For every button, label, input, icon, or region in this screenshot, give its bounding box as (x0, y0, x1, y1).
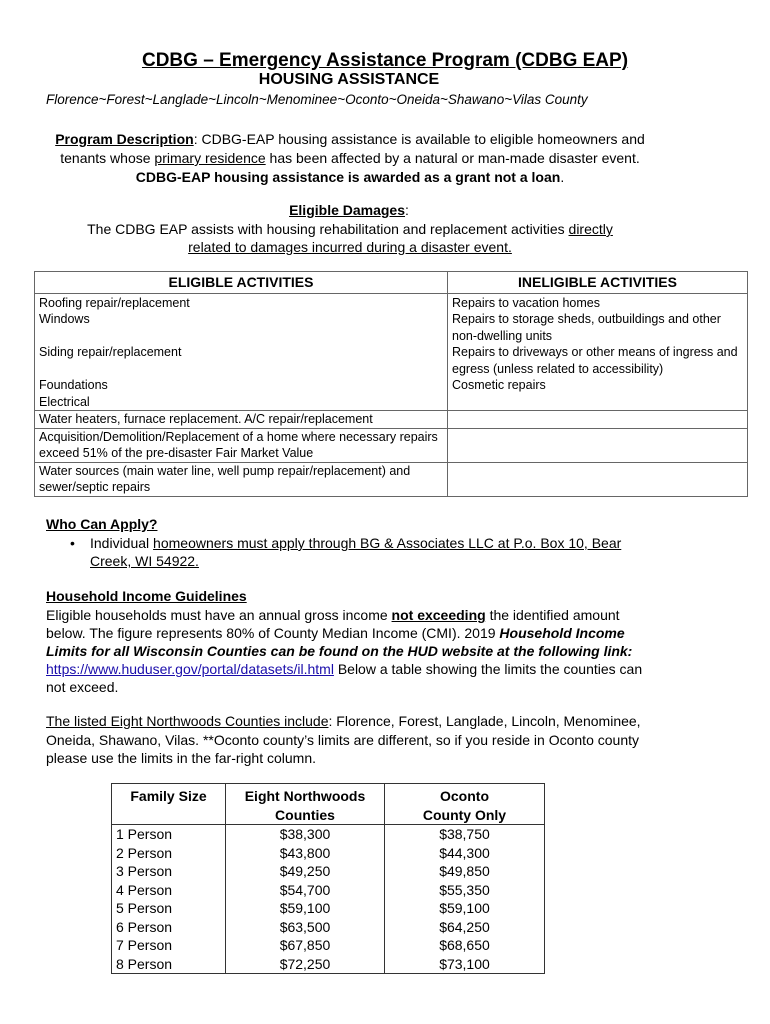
eligible-item: Water heaters, furnace replacement. A/C repair/replacement (35, 411, 448, 429)
family-size-cell: 5 Person (112, 899, 226, 918)
oconto-limit-cell: $73,100 (385, 955, 545, 974)
col-header-northwoods: Eight Northwoods Counties (226, 784, 385, 825)
family-size-cell: 2 Person (112, 844, 226, 863)
northwoods-limit-cell: $63,500 (226, 918, 385, 937)
northwoods-limit-cell: $38,300 (226, 825, 385, 844)
ineligible-item: Repairs to vacation homes (452, 295, 600, 310)
table-row (112, 881, 545, 900)
northwoods-limit-cell: $59,100 (226, 899, 385, 918)
oconto-limit-cell: $44,300 (385, 844, 545, 863)
oconto-limit-cell: $49,850 (385, 862, 545, 881)
activities-table (34, 271, 748, 497)
eligible-damages-heading: Eligible Damages: (289, 202, 409, 218)
oconto-limit-cell: $59,100 (385, 899, 545, 918)
eligible-item: Windows (39, 312, 90, 326)
eligible-item: Water sources (main water line, well pump repair/replacement) and sewer/septic repairs (35, 462, 448, 496)
list-item: Individual homeowners must apply through BG & Associates LLC at P.o. Box 10, Bear Creek, WI 54922. (90, 535, 622, 569)
program-description-label: Program Description (55, 131, 194, 147)
page-title: CDBG – Emergency Assistance Program (CDBG EAP) (141, 50, 629, 71)
county-list: Florence~Forest~Langlade~Lincoln~Menominee~Oconto~Oneida~Shawano~Vilas County (46, 92, 588, 107)
income-guidelines-text: Eligible households must have an annual gross income not exceeding the identified amount below. The figure represents 80% of County Median Income (CMI). 2019 Household Income Limits for all Wisconsin Counties can be found on the HUD website at the following link: https://www.huduser.gov/portal/datasets/il.html Below a table showing the limits the counties can not exceed. (46, 607, 643, 695)
northwoods-limit-cell: $67,850 (226, 936, 385, 955)
table-row (112, 899, 545, 918)
family-size-cell: 6 Person (112, 918, 226, 937)
bullet-icon: • (70, 535, 75, 551)
table-row (112, 844, 545, 863)
ineligible-item: Cosmetic repairs (452, 378, 546, 392)
program-description: Program Description: CDBG-EAP housing assistance is available to eligible homeowners and tenants whose primary residence has been affected by a natural or man-made disaster event. CDBG-EAP housing assistance is awarded as a grant not a loan. (55, 131, 645, 185)
eligible-item: Siding repair/replacement (39, 345, 182, 359)
ineligible-item: Repairs to driveways or other means of ingress and egress (unless related to accessibility) (452, 345, 738, 376)
northwoods-limit-cell: $54,700 (226, 881, 385, 900)
ineligible-empty-cell (448, 428, 748, 462)
ineligible-activities-cell (448, 293, 748, 411)
oconto-limit-cell: $55,350 (385, 881, 545, 900)
col-header-oconto: Oconto County Only (385, 784, 545, 825)
family-size-cell: 1 Person (112, 825, 226, 844)
eligible-item: Roofing repair/replacement (39, 295, 190, 310)
oconto-limit-cell: $64,250 (385, 918, 545, 937)
ineligible-empty-cell (448, 462, 748, 496)
income-guidelines-heading: Household Income Guidelines (46, 588, 247, 604)
northwoods-limit-cell: $49,250 (226, 862, 385, 881)
table-row (112, 918, 545, 937)
northwoods-counties-text: The listed Eight Northwoods Counties include: Florence, Forest, Langlade, Lincoln, Menominee, Oneida, Shawano, Vilas. **Oconto county’s limits are different, so if you reside in Oconto county please use the limits in the far-right column. (46, 713, 641, 766)
eligible-item: Foundations (39, 378, 108, 392)
eligible-activities-header: ELIGIBLE ACTIVITIES (35, 272, 448, 294)
eligible-damages-text: The CDBG EAP assists with housing rehabilitation and replacement activities directly related to damages incurred during a disaster event. (87, 221, 613, 255)
oconto-limit-cell: $38,750 (385, 825, 545, 844)
family-size-cell: 7 Person (112, 936, 226, 955)
northwoods-limit-cell: $72,250 (226, 955, 385, 974)
ineligible-activities-header: INELIGIBLE ACTIVITIES (448, 272, 748, 294)
table-row (112, 825, 545, 844)
eligible-activities-cell-2 (35, 377, 448, 411)
eligible-item: Electrical (39, 394, 90, 409)
eligible-item: Acquisition/Demolition/Replacement of a home where necessary repairs exceed 51% of the pre-disaster Fair Market Value (35, 428, 448, 462)
who-can-apply-heading: Who Can Apply? (46, 516, 158, 532)
hud-link[interactable]: https://www.huduser.gov/portal/datasets/il.html (46, 661, 334, 677)
family-size-cell: 3 Person (112, 862, 226, 881)
oconto-limit-cell: $68,650 (385, 936, 545, 955)
who-can-apply-list (70, 534, 650, 570)
table-row (112, 936, 545, 955)
eligible-activities-cell (35, 293, 448, 377)
family-size-cell: 4 Person (112, 881, 226, 900)
family-size-cell: 8 Person (112, 955, 226, 974)
ineligible-item: Repairs to storage sheds, outbuildings and other non-dwelling units (452, 312, 721, 343)
northwoods-limit-cell: $43,800 (226, 844, 385, 863)
income-limits-table (111, 783, 545, 974)
ineligible-empty-cell (448, 411, 748, 429)
page-subtitle: HOUSING ASSISTANCE (258, 71, 440, 88)
table-row (112, 862, 545, 881)
table-row (112, 955, 545, 974)
col-header-family-size: Family Size (112, 784, 226, 825)
